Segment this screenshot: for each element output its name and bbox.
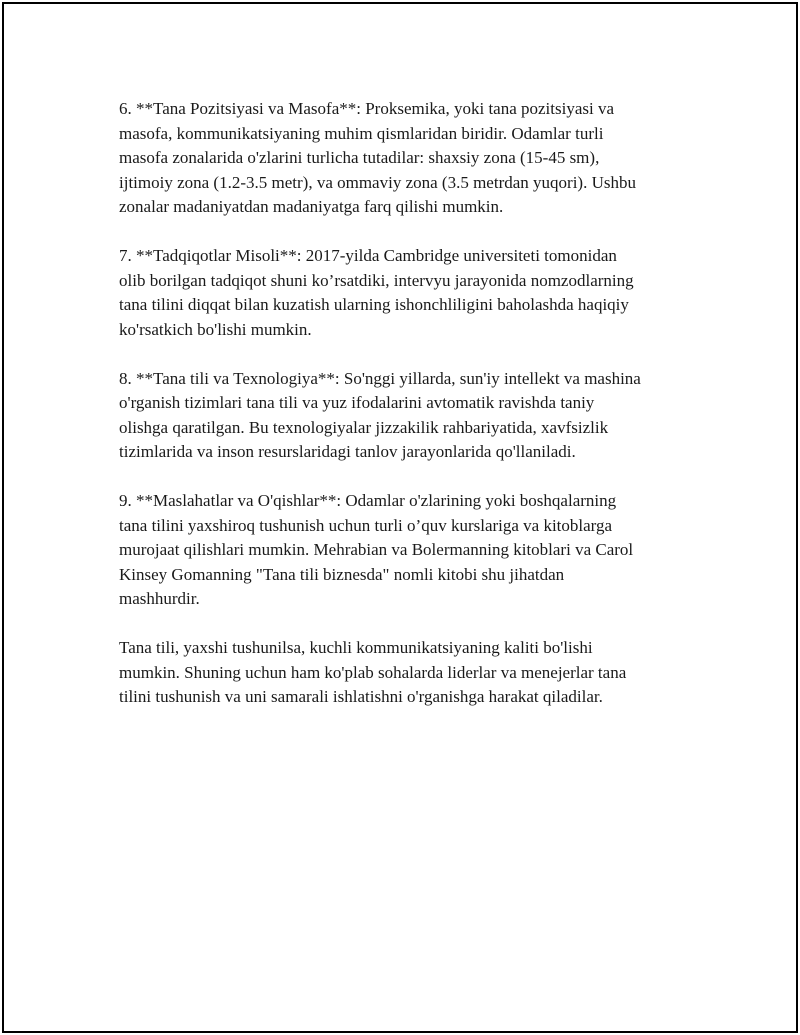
document-page (2, 2, 798, 1033)
paragraph-conclusion: Tana tili, yaxshi tushunilsa, kuchli kommunikatsiyaning kaliti bo'lishi mumkin. Shuning uchun ham ko'plab sohalarda liderlar va menejerlar tana tilini tushunish va uni samarali ishlatishni o'rganishga harakat qiladilar. (119, 638, 627, 706)
paragraph-advice-reading: 9. **Maslahatlar va O'qishlar**: Odamlar o'zlarining yoki boshqalarning tana tilini yaxshiroq tushunish uchun turli o’quv kurslariga va kitoblarga murojaat qilishlari mumkin. Mehrabian va Bolermanning kitoblari va Carol Kinsey Gomanning "Tana tili biznesda" nomli kitobi shu jihatdan mashhurdir. (119, 491, 634, 608)
paragraph-body-position: 6. **Tana Pozitsiyasi va Masofa**: Proksemika, yoki tana pozitsiyasi va masofa, kommunikatsiyaning muhim qismlaridan biridir. Odamlar turli masofa zonalarida o'zlarini turlicha tutadilar: shaxsiy zona (15-45 sm), ijtimoiy zona (1.2-3.5 metr), va ommaviy zona (3.5 metrdan yuqori). Ushbu zonalar madaniyatdan madaniyatga farq qilishi mumkin. (119, 99, 636, 216)
paragraph-research-example: 7. **Tadqiqotlar Misoli**: 2017-yilda Cambridge universiteti tomonidan olib borilgan tadqiqot shuni ko’rsatdiki, intervyu jarayonida nomzodlarning tana tilini diqqat bilan kuzatish ularning ishonchliligini baholashda haqiqiy ko'rsatkich bo'lishi mumkin. (119, 246, 634, 339)
paragraph-technology: 8. **Tana tili va Texnologiya**: So'nggi yillarda, sun'iy intellekt va mashina o'rganish tizimlari tana tili va yuz ifodalarini avtomatik ravishda taniy olishga qaratilgan. Bu texnologiyalar jizzakilik rahbariyatida, xavfsizlik tizimlarida va inson resurslaridagi tanlov jarayonlarida qo'llaniladi. (119, 368, 641, 461)
document-body (119, 97, 699, 734)
